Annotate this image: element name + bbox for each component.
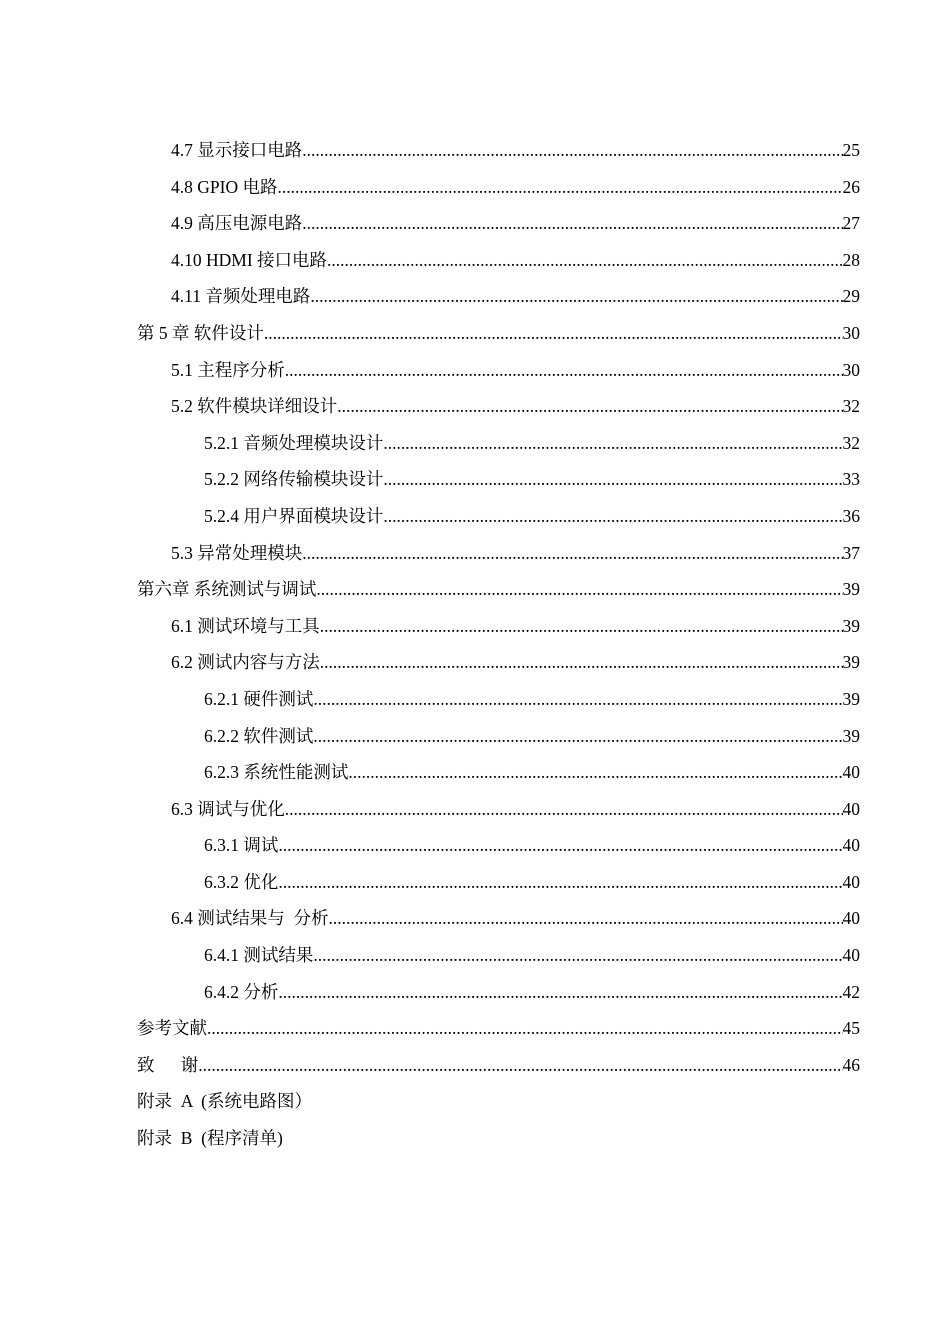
toc-dot-leader [383,498,842,535]
toc-entry[interactable] [137,169,860,206]
toc-page-number: 36 [842,505,860,526]
toc-entry[interactable] [137,571,860,608]
toc-dot-leader [207,1010,843,1047]
toc-entry[interactable] [137,278,860,315]
toc-page-number: 33 [842,469,860,490]
toc-page-number: 32 [842,432,860,453]
toc-page-number: 40 [842,871,860,892]
toc-entry-title: 4.11 音频处理电路 [171,286,311,307]
toc-entry-title: 5.2.2 网络传输模块设计 [204,469,384,490]
toc-entry[interactable] [137,205,860,242]
toc-entry[interactable] [137,718,860,755]
toc-entry-title: 6.4 测试结果与 分析 [171,908,329,929]
toc-entry[interactable] [137,1010,860,1047]
toc-entry[interactable] [137,315,860,352]
toc-entry-title: 4.9 高压电源电路 [171,213,303,234]
toc-page-number: 39 [842,688,860,709]
toc-entry-title: 6.1 测试环境与工具 [171,615,320,636]
toc-dot-leader [329,900,843,937]
toc-entry[interactable] [137,937,860,974]
toc-dot-leader [313,681,842,718]
toc-dot-leader [285,791,843,828]
toc-dot-leader [327,242,842,279]
table-of-contents [137,132,860,1157]
toc-page-number: 39 [842,652,860,673]
toc-page-number: 32 [842,396,860,417]
toc-entry-title: 致 谢 [137,1054,199,1075]
toc-page-number: 30 [842,359,860,380]
toc-entry-title: 5.3 异常处理模块 [171,542,303,563]
toc-entry[interactable] [137,827,860,864]
toc-dot-leader [302,535,842,572]
toc-entry-title: 6.2 测试内容与方法 [171,652,320,673]
toc-dot-leader [302,205,842,242]
toc-entry-title: 6.2.3 系统性能测试 [204,762,349,783]
toc-entry[interactable] [137,791,860,828]
toc-entry-title: 6.4.2 分析 [204,981,279,1002]
toc-entry[interactable] [137,608,860,645]
toc-page-number: 40 [842,835,860,856]
toc-entry[interactable] [137,1120,860,1157]
toc-entry-title: 6.3.1 调试 [204,835,279,856]
toc-entry[interactable] [137,535,860,572]
toc-dot-leader [278,827,842,864]
toc-dot-leader [277,169,842,206]
toc-page-number: 27 [842,213,860,234]
toc-entry-title: 5.1 主程序分析 [171,359,285,380]
toc-page-number: 40 [842,908,860,929]
toc-page-number: 39 [842,615,860,636]
toc-entry[interactable] [137,1047,860,1084]
toc-page-number: 42 [842,981,860,1002]
toc-page-number: 30 [842,322,860,343]
toc-dot-leader [337,388,842,425]
toc-entry[interactable] [137,461,860,498]
toc-entry-title: 4.7 显示接口电路 [171,140,303,160]
toc-entry-title: 第六章 系统测试与调试 [137,579,317,600]
toc-entry-title: 附录 B (程序清单) [137,1128,283,1149]
toc-entry-title: 4.8 GPIO 电路 [171,176,278,197]
toc-entry-title: 4.10 HDMI 接口电路 [171,249,328,270]
toc-entry-title: 6.2.1 硬件测试 [204,688,314,709]
toc-entry-title: 6.2.2 软件测试 [204,725,314,746]
toc-entry-title: 附录 A (系统电路图） [137,1091,312,1112]
toc-entry-title: 6.3.2 优化 [204,871,279,892]
toc-entry-title: 5.2 软件模块详细设计 [171,396,338,417]
toc-entry[interactable] [137,425,860,462]
toc-page-number: 29 [842,286,860,307]
toc-entry[interactable] [137,388,860,425]
toc-page-number: 25 [842,140,860,160]
toc-page-number: 45 [842,1018,860,1039]
toc-dot-leader [313,718,842,755]
toc-entry-title: 6.3 调试与优化 [171,798,285,819]
toc-dot-leader [285,352,843,389]
toc-dot-leader [320,608,843,645]
toc-page-number: 39 [842,579,860,600]
toc-page-number: 26 [842,176,860,197]
toc-dot-leader [278,864,842,901]
toc-dot-leader [383,461,842,498]
toc-dot-leader [383,425,842,462]
toc-entry-title: 第 5 章 软件设计 [137,322,264,343]
toc-dot-leader [313,937,842,974]
toc-entry-title: 5.2.4 用户界面模块设计 [204,505,384,526]
toc-dot-leader [198,1047,842,1084]
toc-entry[interactable] [137,132,860,169]
toc-entry-title: 5.2.1 音频处理模块设计 [204,432,384,453]
toc-page-number: 40 [842,945,860,966]
toc-entry[interactable] [137,681,860,718]
toc-dot-leader [310,278,842,315]
toc-page-number: 39 [842,725,860,746]
toc-dot-leader [348,754,842,791]
toc-entry[interactable] [137,644,860,681]
toc-entry[interactable] [137,1083,860,1120]
toc-entry[interactable] [137,242,860,279]
toc-entry[interactable] [137,974,860,1011]
toc-dot-leader [302,132,842,169]
toc-entry[interactable] [137,900,860,937]
toc-entry-title: 参考文献 [137,1018,207,1039]
toc-page-number: 40 [842,762,860,783]
toc-entry[interactable] [137,352,860,389]
toc-entry[interactable] [137,498,860,535]
toc-entry[interactable] [137,754,860,791]
toc-page-number: 37 [842,542,860,563]
toc-entry[interactable] [137,864,860,901]
toc-entry-title: 6.4.1 测试结果 [204,945,314,966]
toc-page-number: 46 [842,1054,860,1075]
toc-dot-leader [278,974,842,1011]
toc-dot-leader [316,571,842,608]
toc-page-number: 28 [842,249,860,270]
toc-dot-leader [264,315,843,352]
toc-dot-leader [320,644,843,681]
toc-page-number: 40 [842,798,860,819]
